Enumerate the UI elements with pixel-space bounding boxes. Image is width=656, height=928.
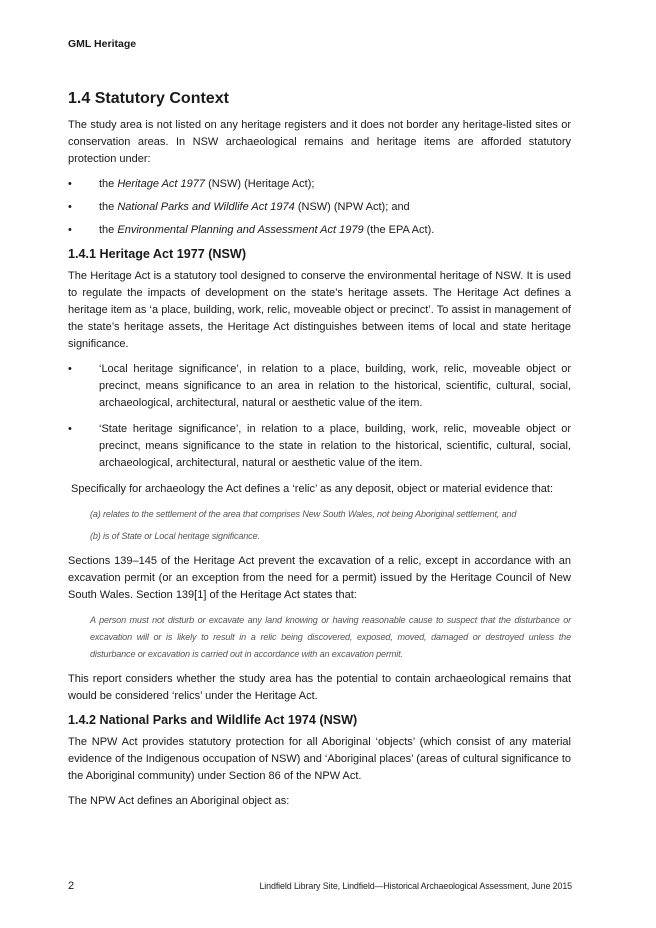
sections-paragraph: Sections 139–145 of the Heritage Act prevent the excavation of a relic, except in accordance with an excavation permit (or an exception from the need for a permit) issued by the Heritage Council of New South Wales. Section 139[1] of the Heritage Act states that:: [68, 555, 571, 601]
bullet-icon: •: [68, 178, 72, 190]
bullet-icon: •: [68, 201, 72, 213]
relic-definition-intro: Specifically for archaeology the Act defines a ‘relic’ as any deposit, object or material evidence that:: [71, 483, 554, 495]
subsection-title-npw-act: 1.4.2 National Parks and Wildlife Act 1974 (NSW): [68, 713, 358, 727]
bullet-icon: •: [68, 423, 72, 435]
report-scope-paragraph: This report considers whether the study area has the potential to contain archaeological remains that would be considered ‘relics’ under the Heritage Act.: [68, 673, 571, 702]
bullet-icon: •: [68, 224, 72, 236]
heritage-act-paragraph: The Heritage Act is a statutory tool designed to conserve the environmental heritage of NSW. It is used to regulate the impacts of development on the state’s heritage assets. The Heritage Act defines a heritage item as ‘a place, building, work, relic, moveable object or precinct’. To assist in management of the state’s heritage assets, the Heritage Act distinguishes between items of local and state heritage significance.: [68, 270, 571, 350]
quote-line: (b) is of State or Local heritage significance.: [90, 531, 260, 541]
list-item: • the Heritage Act 1977 (NSW) (Heritage Act);: [68, 176, 571, 193]
section-title: 1.4 Statutory Context: [68, 90, 229, 107]
running-footer: Lindfield Library Site, Lindfield—Historical Archaeological Assessment, June 2015: [259, 881, 572, 891]
list-item: • the National Parks and Wildlife Act 1974 (NSW) (NPW Act); and: [68, 199, 571, 216]
subsection-title-heritage-act: 1.4.1 Heritage Act 1977 (NSW): [68, 247, 247, 261]
section-139-quote: A person must not disturb or excavate any land knowing or having reasonable cause to suspect that the disturbance or excavation will or is likely to result in a relic being discovered, exposed, moved, damaged or destroyed unless the disturbance or excavation is carried out in accordance with an excavation permit.: [90, 615, 571, 659]
section-intro: The study area is not listed on any heritage registers and it does not border any heritage-listed sites or conservation areas. In NSW archaeological remains and heritage items are afforded statutory protection under:: [68, 119, 571, 165]
page-number: 2: [68, 880, 75, 892]
relic-definition-quote: [68, 506, 571, 545]
list-item: • the Environmental Planning and Assessment Act 1979 (the EPA Act).: [68, 222, 571, 239]
list-item: • ‘Local heritage significance’, in relation to a place, building, work, relic, moveable object or precinct, means significance to an area in relation to the historical, scientific, cultural, social, archaeological, architectural, natural or aesthetic value of the item.: [68, 363, 571, 409]
running-header: GML Heritage: [68, 38, 137, 50]
page-content: [68, 90, 571, 818]
significance-list: [68, 361, 571, 472]
list-item: • ‘State heritage significance’, in relation to a place, building, work, relic, moveable object or precinct, means significance to the state in relation to the historical, scientific, cultural, social, archaeological, architectural, natural or aesthetic value of the item.: [68, 423, 571, 469]
aboriginal-object-intro: The NPW Act defines an Aboriginal object as:: [68, 795, 290, 807]
npw-act-paragraph: The NPW Act provides statutory protection for all Aboriginal ‘objects’ (which consist of any material evidence of the Indigenous occupation of NSW) and ‘Aboriginal places’ (areas of cultural significance to the Aboriginal community) under Section 86 of the NPW Act.: [68, 736, 571, 782]
quote-line: (a) relates to the settlement of the area that comprises New South Wales, not being Aboriginal settlement, and: [90, 509, 517, 519]
bullet-icon: •: [68, 363, 72, 375]
statute-list: [68, 176, 571, 239]
